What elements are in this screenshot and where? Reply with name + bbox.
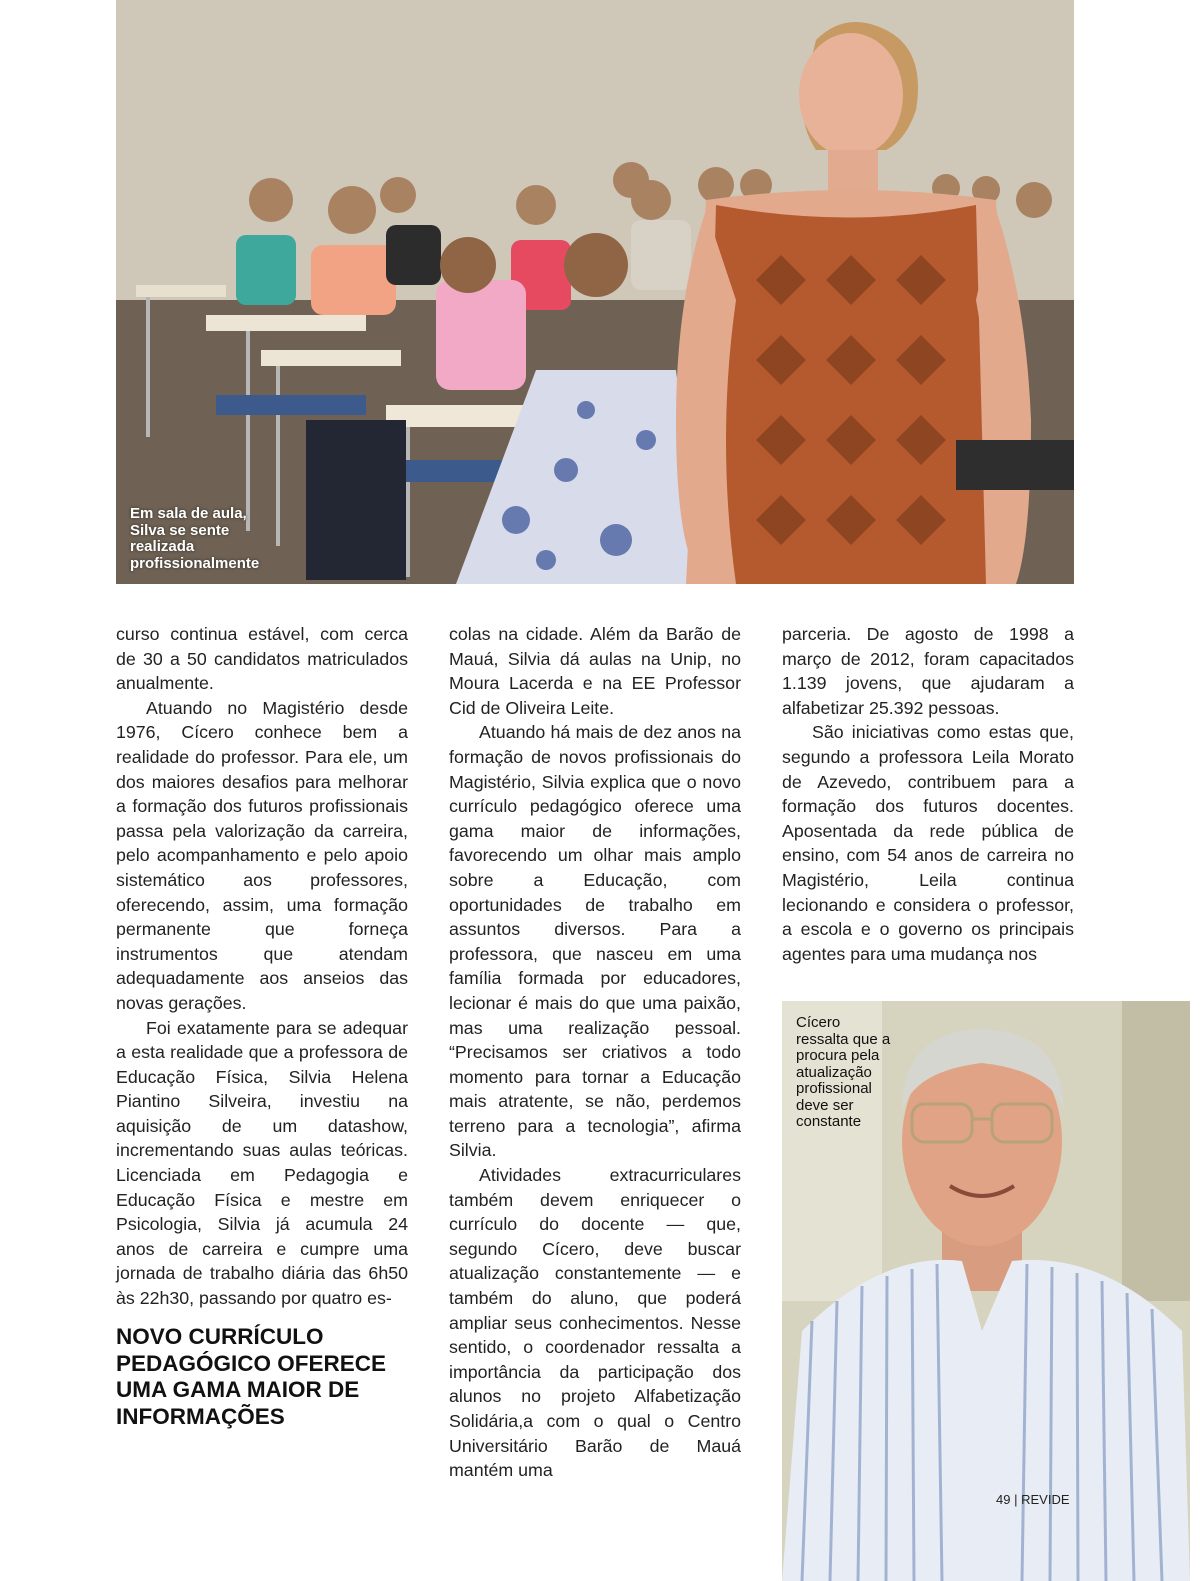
col2-paragraph-3: Atividades extracurriculares também devem enriquecer o currículo do docente — que, segundo Cícero, deve buscar atualização constantemente — e também do aluno, que poderá ampliar seus conhecimentos. Nesse sentido, o coordenador ressalta a importância da participação dos alunos no projeto Alfabetização Solidária,a com o qual o Centro Universitário Barão de Mauá mantém uma xyxy=(449,1165,741,1481)
article-column-2 xyxy=(449,622,741,1483)
page-folio xyxy=(996,1492,1070,1507)
classroom-photo-illustration xyxy=(116,0,1074,584)
article-column-1 xyxy=(116,622,408,1311)
col1-paragraph-3: Foi exatamente para se adequar a esta realidade que a professora de Educação Física, Silvia Helena Piantino Silveira, investiu na aquisição de um datashow, incrementando suas aulas teóricas. Licenciada em Pedagogia e Educação Física e mestre em Psicologia, Silvia já acumula 24 anos de carreira e cumpre uma jornada de trabalho diária das 6h50 às 22h30, passando por quatro es- xyxy=(116,1017,408,1309)
article-column-3 xyxy=(782,622,1074,966)
col2-paragraph-1: colas na cidade. Além da Barão de Mauá, Silvia dá aulas na Unip, no Moura Lacerda e na EE Professor Cid de Oliveira Leite. xyxy=(449,624,741,718)
bottom-photo-caption: Cícero ressalta que a procura pela atualização profissional deve ser constante xyxy=(796,1014,891,1130)
section-headline: NOVO CURRÍCULO PEDAGÓGICO OFERECE UMA GAMA MAIOR DE INFORMAÇÕES xyxy=(116,1324,387,1429)
portrait-photo xyxy=(782,1001,1190,1581)
page-number: 49 xyxy=(996,1492,1011,1507)
magazine-name: REVIDE xyxy=(1021,1492,1070,1507)
top-photo-caption: Em sala de aula, Silva se sente realizada profissionalmente xyxy=(130,505,260,572)
col1-paragraph-2: Atuando no Magistério desde 1976, Cícero conhece bem a realidade do professor. Para ele, um dos maiores desafios para melhorar a formação dos futuros profissionais passa pela valorização da carreira, pelo acompanhamento e pelo apoio sistemático aos professores, oferecendo, assim, uma formação permanente que forneça instrumentos que atendam adequadamente aos anseios das novas gerações. xyxy=(116,697,408,1013)
col3-paragraph-1: parceria. De agosto de 1998 a março de 2012, foram capacitados 1.139 jovens, que ajudaram a alfabetizar 25.392 pessoas. xyxy=(782,624,1074,718)
col2-paragraph-2: Atuando há mais de dez anos na formação de novos profissionais do Magistério, Silvia explica que o novo currículo pedagógico oferece uma gama maior de informações, favorecendo um olhar mais amplo sobre a Educação, com oportunidades de trabalho em assuntos diversos. Para a professora, que nasceu em uma família formada por educadores, lecionar é mais do que uma paixão, mas uma realização pessoal. “Precisamos ser criativos a todo momento para tornar a Educação mais atratente, se não, perdemos terreno para a tecnologia”, afirma Silvia. xyxy=(449,722,741,1161)
col1-paragraph-1: curso continua estável, com cerca de 30 a 50 candidatos matriculados anualmente. xyxy=(116,624,408,694)
classroom-photo xyxy=(116,0,1074,584)
col3-paragraph-2: São iniciativas como estas que, segundo a professora Leila Morato de Azevedo, contribuem para a formação dos futuros docentes. Aposentada da rede pública de ensino, com 54 anos de carreira no Magistério, Leila continua lecionando e considera o professor, a escola e o governo os principais agentes para uma mudança nos xyxy=(782,722,1074,964)
folio-separator: | xyxy=(1014,1492,1018,1507)
